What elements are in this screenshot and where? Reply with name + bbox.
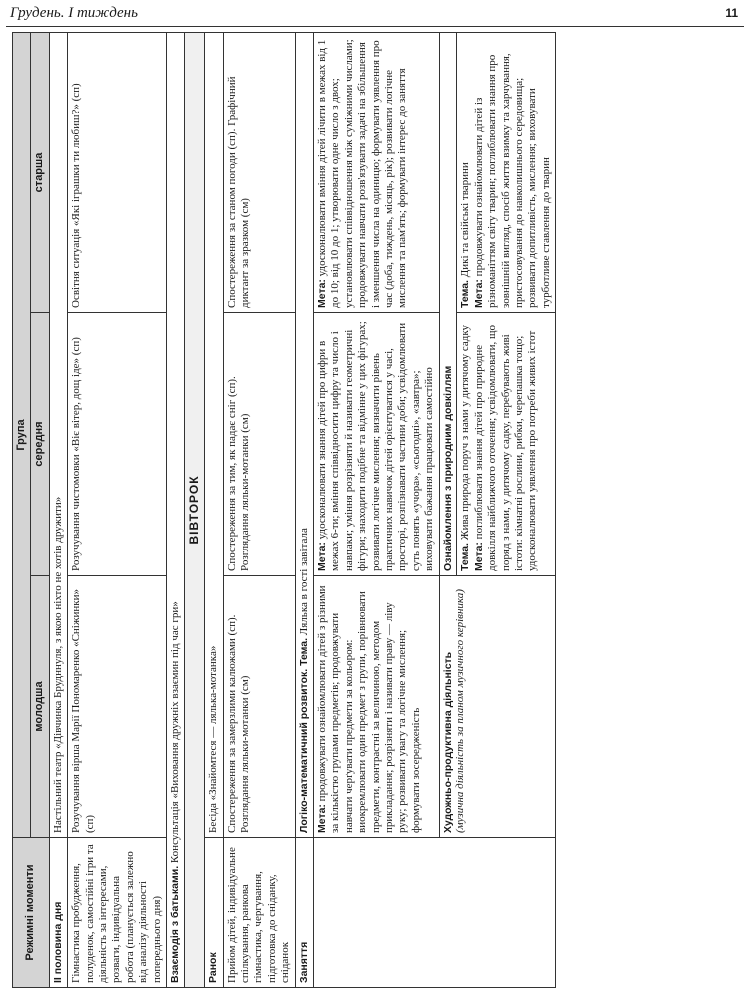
goal-label: Мета: xyxy=(315,542,328,571)
morning-row xyxy=(223,32,295,987)
parents-label: Взаємодія з батьками. xyxy=(169,865,182,983)
nature-senior-theme: Дикі та свійські тварини xyxy=(459,162,472,281)
col-header-junior: молодша xyxy=(31,576,49,838)
art-title: Художньо-продуктивна діяльність xyxy=(441,651,454,833)
morning-label-row xyxy=(205,32,223,987)
running-header: Грудень. І тиждень xyxy=(10,5,138,21)
nature-title: Ознайомлення з природним довкіллям xyxy=(439,32,457,575)
morning-description: Прийом дітей, індивідуальне спілкування, ранкова гімнастика, чергування, підготовка до сніданку, сніданок xyxy=(223,838,295,988)
afternoon-theatre: Настільний театр «Дівчинка Брудннуля, з якою ніхто не хотів дружити» xyxy=(49,32,67,837)
header-divider xyxy=(6,26,744,27)
art-note: (музична діяльність за планом музичного керівника) xyxy=(454,589,467,833)
col-header-senior: старша xyxy=(31,32,49,312)
classes-spacer xyxy=(313,838,555,988)
col-header-regime: Режимні моменти xyxy=(13,838,50,988)
page-number: 11 xyxy=(725,6,738,20)
afternoon-description: Гімнастика пробудження, полуденок, самостійні ігри та діяльність за інтересами, розваги, індивідуальна робота (планується залежно від аналізу діяльності попереднього дня) xyxy=(68,838,167,988)
math-middle xyxy=(313,313,439,576)
math-topic xyxy=(295,32,313,837)
morning-talk: Бесіда «Знайомтеся — лялька-мотанка» xyxy=(205,32,223,837)
nature-senior xyxy=(457,32,556,312)
rotated-schedule-table xyxy=(12,33,740,988)
nature-middle xyxy=(457,313,556,576)
math-junior-goal: продовжувати ознайомлювати дітей з різними за кількістю групами предметів; продовжувати навчати черґувати предмети за кольором: виокремлювати один предмет з групи, порівнювати предмети, контрастні за величиною, методом прикладання; розрізняти і називати праву — ліву руку; розвивати увагу та логічне мислення; формувати зосередженість xyxy=(315,585,422,833)
math-middle-goal: удосконалювати знання дітей про цифри в межах 6-ти; вміння співвідносити цифру та число і навпаки; уміння розрізняти й називати геометричні фігури; знаходити подібне та відмінне у цих фігурах; розвивати логічне мислення; визначити рівень практичних навичок дітей орієнтуватися у часі, просторі, розпізнавати частини доби; усвідомлювати суть понять «учора», «сьогодні», «завтра»; виховувати бажання працювати самостійно xyxy=(315,321,436,571)
morning-junior: Спостереження за замерзлими калюжами (сп). Розглядання ляльки-мотанки (см) xyxy=(223,576,295,838)
parents-text: Консультація «Виховання дружніх взаємин під час гри» xyxy=(169,601,182,866)
afternoon-label: ІІ половина дня xyxy=(49,838,67,988)
day-heading: ВІВТОРОК xyxy=(185,32,205,987)
goal-label: Мета: xyxy=(315,804,328,833)
nature-middle-goal: поглиблювати знання дітей про природне довкілля найближчого оточення; усвідомлювати, що поряд з нами, у дитячому садку, перебувають живі істоти: кімнатні рослини, рибки, черепашка тощо; удосконалювати уявлення про потреби живих істот xyxy=(472,325,539,571)
math-topic-text: Лялька в гості завітала xyxy=(297,528,310,638)
nature-middle-theme: Жива природа поруч з нами у дитячому садку xyxy=(459,324,472,544)
parents-row xyxy=(167,32,185,987)
col-header-group: Група xyxy=(13,32,31,837)
math-senior-goal: удосконалювати вміння дітей лічити в межах від 1 до 10; від 10 до 1; утворювати одне число з двох; установлювати співвідношення між суміжними числами; продовжувати навчати розв'язувати задачі на збільшення і зменшення числа на одиницю; формувати уявлення про час (доба, тиждень, місяць, рік); розвивати логічне мислення та пам'ять; формувати інтерес до заняття xyxy=(315,39,409,308)
classes-label-row xyxy=(295,32,313,987)
morning-label: Ранок xyxy=(205,838,223,988)
theme-label: Тема. xyxy=(459,280,472,308)
parents-interaction xyxy=(167,32,185,987)
afternoon-middle: Розучування чистомовки «Віє вітер, дощ іде» (сп) xyxy=(68,313,167,576)
nature-senior-goal: продовжувати ознайомлювати дітей із різноманіттям світу тварин; поглиблювати знання про зовнішній вигляд, спосіб життя взимку та харчування, пристосовування до навколишнього середовища; розвивати допитливість, мислення; виховувати турботливе ставлення до тварин xyxy=(472,53,552,308)
afternoon-senior: Освітня ситуація «Які іграшки ти любиш?» (сп) xyxy=(68,32,167,312)
col-header-middle: середня xyxy=(31,313,49,576)
math-junior xyxy=(313,576,439,838)
afternoon-label-row xyxy=(49,32,67,987)
classes-label: Заняття xyxy=(295,838,313,988)
goal-label: Мета: xyxy=(472,279,485,308)
math-topic-label: Логіко-математичний розвиток. Тема. xyxy=(297,637,310,833)
goal-label: Мета: xyxy=(472,542,485,571)
math-senior xyxy=(313,32,439,312)
afternoon-row xyxy=(68,32,167,987)
afternoon-junior: Розучування вірша Марії Пономаренко «Сніжинки» (сп) xyxy=(68,576,167,838)
morning-middle: Спостереження за тим, як падає сніг (сп). Розглядання ляльки-мотанки (см) xyxy=(223,313,295,576)
math-goal-row xyxy=(313,32,439,987)
morning-senior: Спостереження за станом погоди (сп). Графічний диктант за зразком (см) xyxy=(223,32,295,312)
day-row xyxy=(185,32,205,987)
theme-label: Тема. xyxy=(459,543,472,571)
goal-label: Мета: xyxy=(315,279,328,308)
schedule-table xyxy=(12,32,556,988)
art-activity xyxy=(439,576,556,838)
header-row-1 xyxy=(13,32,31,987)
